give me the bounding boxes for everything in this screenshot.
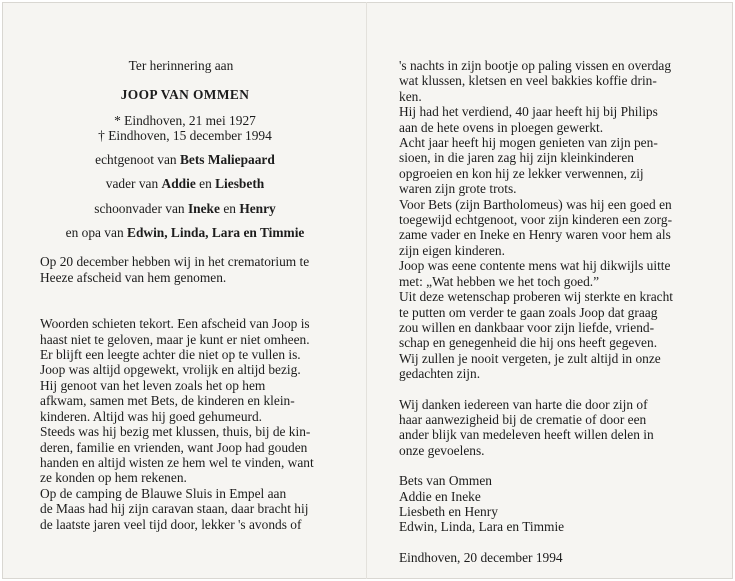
text-line: toegewijd echtgenoot, voor zijn kinderen een zorg- [399, 212, 673, 228]
signature-line: Liesbeth en Henry [399, 503, 498, 519]
text-line: de Maas had hij zijn caravan staan, daar bracht hij [40, 501, 309, 517]
text-line: afkwam, samen met Bets, de kinderen en klein- [40, 393, 295, 409]
text-line: Joop was eene contente mens wat hij dikwijls uitte [399, 258, 671, 274]
text-line: wat klussen, kletsen en veel bakkies koffie drin- [399, 73, 657, 89]
eulogy-paragraph [40, 316, 330, 532]
relation-children-label: vader van [105, 176, 159, 192]
text-line: ze konden op hem rekenen. [40, 470, 187, 486]
text-line: Hij had het verdiend, 40 jaar heeft hij bij Philips [399, 104, 658, 120]
text-line: Acht jaar heeft hij mogen genieten van zijn pen- [399, 135, 658, 151]
grandchildren-names: Edwin, Linda, Lara en Timmie [127, 225, 305, 241]
conjunction: en [223, 200, 236, 216]
place-date: Eindhoven, 20 december 1994 [399, 549, 563, 565]
text-line: de laatste jaren veel tijd door, lekker 's avonds of [40, 516, 302, 532]
text-line: Heeze afscheid van hem genomen. [40, 269, 227, 285]
text-line: kinderen. Altijd was hij goed gehumeurd. [40, 408, 263, 424]
text-line: Wij danken iedereen van harte die door zijn of [399, 396, 648, 412]
text-line: zame vader en Ineke en Henry waren voor hem als [399, 227, 671, 243]
signature-line: Addie en Ineke [399, 488, 481, 504]
relation-grandchildren [40, 225, 330, 240]
text-line: te putten om verder te gaan zoals Joop dat graag [399, 304, 658, 320]
text-line: Steeds was hij bezig met klussen, thuis, bij de kin- [40, 424, 311, 440]
card-fold [366, 2, 367, 579]
text-line: haar aanwezigheid bij de crematie of door een [399, 411, 647, 427]
deceased-name: JOOP VAN OMMEN [120, 87, 250, 103]
eulogy-continued [399, 58, 689, 382]
text-line: haast niet te geloven, maar je kunt er niet omheen. [40, 331, 310, 347]
text-line: 's nachts in zijn bootje op paling vissen en overdag [399, 58, 672, 73]
text-line: deren, familie en vrienden, want Joop had gouden [40, 439, 308, 455]
text-line: handen en altijd wisten ze hem wel te vinden, want [40, 454, 314, 470]
text-line: Hij genoot van het leven zoals het op hem [40, 377, 266, 393]
text-line: opgroeien en kon hij ze lekker verwennen, zij [399, 165, 644, 181]
text-line: Voor Bets (zijn Bartholomeus) was hij een goed en [399, 196, 672, 212]
text-line: Op de camping de Blauwe Sluis in Empel aan [40, 485, 287, 501]
dates-block [40, 113, 330, 143]
text-line: Uit deze wetenschap proberen wij sterkte en kracht [399, 289, 674, 305]
paragraph-gap [399, 382, 689, 397]
text-line: schap en genegenheid die hij ons heeft gegeven. [399, 335, 658, 351]
left-page [40, 58, 330, 532]
text-line: Er blijft een leegte achter die niet op te vullen is. [40, 347, 301, 363]
relation-spouse-label: echtgenoot van [95, 151, 177, 167]
birth-line: * Eindhoven, 21 mei 1927 [114, 112, 256, 128]
thanks-paragraph [399, 397, 689, 459]
cremation-paragraph [40, 254, 330, 285]
text-line: sioen, in die jaren zag hij zijn kleinkinderen [399, 150, 635, 166]
inlaw-name: Ineke [187, 200, 220, 216]
text-line: onze gevoelens. [399, 442, 485, 458]
child-name: Addie [161, 176, 196, 192]
intro-line: Ter herinnering aan [128, 58, 234, 73]
text-line: zou willen en dankbaar voor zijn liefde, vriend- [399, 319, 655, 335]
death-line: † Eindhoven, 15 december 1994 [98, 127, 272, 143]
text-line: met: „Wat hebben we het toch goed.” [399, 273, 600, 289]
text-line: gedachten zijn. [399, 366, 481, 382]
text-line: ander blijk van medeleven heeft willen delen in [399, 427, 654, 443]
text-line: Op 20 december hebben wij in het crematorium te [40, 254, 310, 270]
inlaw-name: Henry [239, 200, 276, 216]
signature-line: Bets van Ommen [399, 473, 492, 489]
relation-grandchildren-label: en opa van [65, 225, 124, 241]
signatures [399, 473, 689, 535]
relation-inlaws [40, 201, 330, 216]
child-name: Liesbeth [215, 176, 265, 192]
text-line: ken. [399, 88, 422, 104]
spouse-name: Bets Maliepaard [179, 151, 275, 167]
text-line: zijn eigen kinderen. [399, 242, 505, 258]
text-line: aan de hete ovens in ploegen gewerkt. [399, 119, 604, 135]
text-line: Woorden schieten tekort. Een afscheid van Joop is [40, 316, 310, 332]
text-line: Wij zullen je nooit vergeten, je zult altijd in onze [399, 350, 661, 366]
relation-inlaws-label: schoonvader van [94, 200, 185, 216]
right-page [399, 58, 689, 565]
signature-line: Edwin, Linda, Lara en Timmie [399, 519, 565, 535]
text-line: Joop was altijd opgewekt, vrolijk en altijd bezig. [40, 362, 301, 378]
text-line: waren zijn grote trots. [399, 181, 517, 197]
conjunction: en [199, 176, 212, 192]
relation-spouse [40, 152, 330, 167]
relation-children [40, 176, 330, 191]
